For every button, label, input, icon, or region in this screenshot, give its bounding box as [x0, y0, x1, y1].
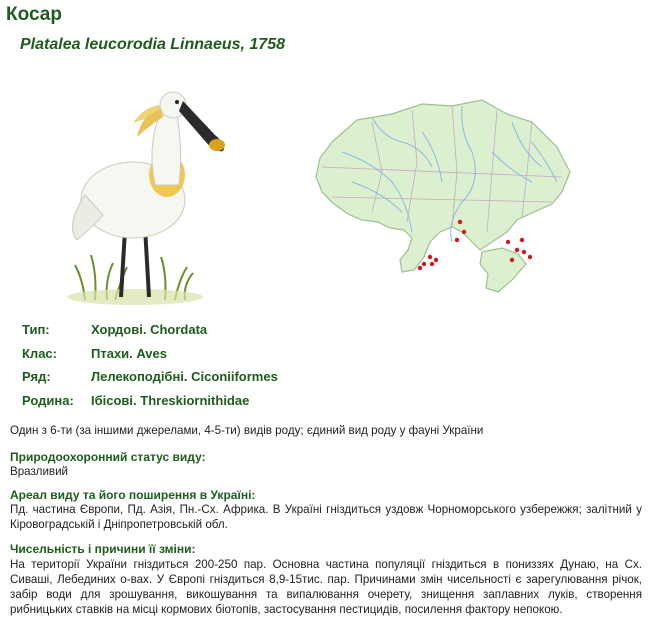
taxonomy-key: Родина: — [22, 392, 74, 408]
taxonomy-value: Ібісові. Threskiornithidae — [91, 392, 250, 408]
range-heading: Ареал виду та його поширення в Україні: — [10, 488, 256, 502]
numbers-text: На території України гніздиться 200-250 пар. Основна частина популяції гніздиться в пониззях Дунаю, на Сх. Сиваші, Лебединих о-вах. У Європі гніздиться 8,9-15тис. пар. Причинами змін чисельності є зарегулювання річок, забір води для зрошування, викошування та випалювання очерету, знищення заплавних луків, створення рибницьких ставків на місці кормових біотопів, застосування пестицидів, посилення фактору непокою. — [10, 558, 642, 616]
taxonomy-row-family — [22, 393, 278, 417]
species-latin-name: Platalea leucorodia Linnaeus, 1758 — [20, 36, 285, 53]
ukraine-range-map — [312, 92, 574, 302]
taxonomy-value: Лелекоподібні. Ciconiiformes — [91, 369, 278, 384]
taxonomy-row-order — [22, 369, 278, 393]
taxonomy-key: Ряд: — [22, 369, 51, 384]
spoonbill-illustration — [55, 75, 245, 307]
taxonomy-row-class — [22, 346, 278, 370]
status-text: Вразливий — [10, 465, 69, 478]
taxonomy-value: Птахи. Aves — [91, 345, 167, 361]
range-text: Пд. частина Європи, Пд. Азія, Пн.-Сх. Африка. В Україні гніздиться уздовж Чорноморського узбережжя; залітний у Кіровоградській і Дніпропетровській обл. — [10, 503, 642, 531]
crimea-outline — [480, 248, 526, 292]
species-title: Косар — [6, 4, 62, 25]
numbers-heading: Чисельність і причини її зміни: — [10, 542, 196, 556]
taxonomy-key: Тип: — [22, 322, 50, 337]
status-heading: Природоохоронний статус виду: — [10, 450, 206, 464]
taxonomy-key: Клас: — [22, 345, 57, 361]
intro-text: Один з 6-ти (за іншими джерелами, 4-5-ти) видів роду; єдиний вид роду у фауні України — [10, 424, 484, 437]
taxonomy-value: Хордові. Chordata — [91, 322, 208, 337]
taxonomy-row-phylum — [22, 322, 278, 346]
taxonomy-table — [22, 322, 278, 416]
